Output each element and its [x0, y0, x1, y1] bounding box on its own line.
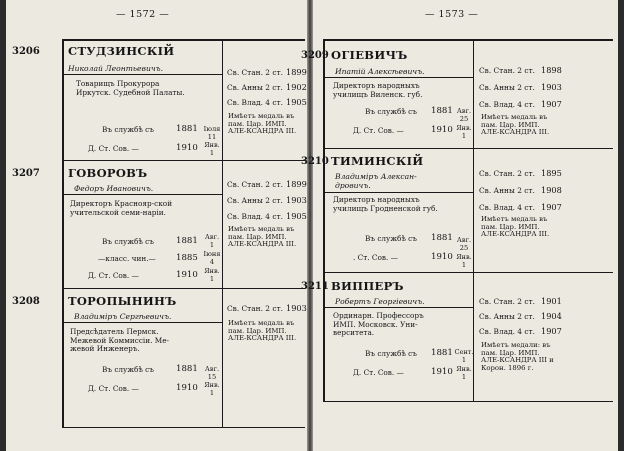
service-year: 1910 — [176, 270, 198, 280]
service-year: 1881 — [431, 106, 453, 116]
order-year: 1907 — [541, 326, 562, 336]
row-rule — [64, 194, 222, 195]
service-year: 1881 — [176, 236, 198, 246]
order-name: Св. Стан. 2 ст. — [479, 297, 535, 306]
order-year: 1901 — [541, 296, 562, 306]
service-date: 25 — [459, 115, 469, 123]
service-year: 1881 — [176, 364, 198, 374]
entry-surname: ВИППЕРЪ — [331, 279, 404, 293]
order-name: Св. Стан. 2 ст. — [479, 169, 535, 178]
table-bottom-rule — [62, 427, 305, 428]
entry-position: Ординарн. Профессоръ ИМП. Московск. Уни-верситета. — [333, 311, 424, 338]
service-date: Авг. — [456, 236, 472, 244]
service-date: Янв. — [456, 253, 472, 261]
medal-note: Имѣетъ медаль въ пам. Цар. ИМП. АЛЕ-КСАНДРА III. — [481, 113, 550, 137]
service-label: Въ службѣ съ — [365, 349, 417, 358]
entry-position: Директоръ Краснояр-ской учительской семи-наріи. — [70, 199, 173, 217]
entry-number: 3208 — [12, 296, 40, 307]
table-left-rule — [323, 39, 325, 401]
entry-given-name: Федоръ Ивановичъ. — [74, 184, 154, 193]
row-rule — [325, 192, 473, 193]
order-year: 1903 — [286, 195, 307, 205]
table-top-rule — [323, 39, 613, 41]
medal-note: Имѣетъ медали: въ пам. Цар. ИМП. АЛЕ-КСАНДРА III и Корон. 1896 г. — [481, 341, 554, 373]
row-rule — [64, 322, 222, 323]
entry-separator — [62, 288, 305, 289]
order-year: 1907 — [541, 99, 562, 109]
entry-position: Предсѣдатель Пермск. Межевой Коммиссіи. Ме-жевой Инженеръ. — [70, 327, 170, 354]
order-name: Св. Влад. 4 ст. — [479, 203, 535, 212]
order-year: 1902 — [286, 82, 307, 92]
entry-number: 3211 — [301, 281, 329, 292]
order-name: Св. Анны 2 ст. — [479, 312, 535, 321]
row-rule — [325, 77, 473, 78]
service-label: Въ службѣ съ — [102, 237, 154, 246]
service-date: Янв. — [456, 124, 472, 132]
order-name: Св. Влад. 4 ст. — [227, 212, 283, 221]
table-bottom-rule — [323, 401, 613, 402]
service-date: Авг. — [456, 107, 472, 115]
order-name: Св. Стан. 2 ст. — [479, 66, 535, 75]
order-name: Св. Анны 2 ст. — [227, 196, 283, 205]
entry-number: 3207 — [12, 168, 40, 179]
service-date: Янв. — [204, 267, 220, 275]
service-label: Д. Ст. Сов. — — [88, 384, 139, 393]
service-year: 1910 — [431, 125, 453, 135]
entry-given-name: Николай Леонтьевичъ. — [68, 64, 164, 73]
order-name: Св. Стан. 2 ст. — [227, 180, 283, 189]
service-year: 1910 — [176, 383, 198, 393]
service-label: Д. Ст. Сов. — — [88, 144, 139, 153]
service-label: Въ службѣ съ — [102, 365, 154, 374]
service-date: Авг. — [204, 233, 220, 241]
entry-number: 3210 — [301, 156, 329, 167]
medal-note: Имѣетъ медаль въ пам. Цар. ИМП. АЛЕ-КСАНДРА III. — [228, 319, 297, 343]
order-year: 1904 — [541, 311, 562, 321]
order-year: 1905 — [286, 97, 307, 107]
order-name: Св. Стан. 2 ст. — [227, 304, 283, 313]
left-page — [6, 0, 311, 451]
service-date: 1 — [461, 373, 467, 381]
service-date: 11 — [207, 133, 217, 141]
order-year: 1907 — [541, 202, 562, 212]
service-date: 25 — [459, 244, 469, 252]
entry-given-name: Робертъ Георгіевичъ. — [335, 297, 425, 306]
order-name: Св. Влад. 4 ст. — [479, 327, 535, 336]
entry-given-name: Владиміръ Алексан-дровичъ. — [335, 172, 417, 190]
service-year: 1910 — [431, 252, 453, 262]
entry-separator — [62, 160, 305, 161]
service-date: Іюля — [203, 125, 221, 133]
service-date: Сент. — [454, 348, 474, 356]
entry-surname: СТУДЗИНСКІЙ — [68, 44, 175, 58]
service-year: 1881 — [431, 233, 453, 243]
order-year: 1895 — [541, 168, 562, 178]
service-label: Д. Ст. Сов. — — [88, 271, 139, 280]
service-year: 1881 — [176, 124, 198, 134]
row-rule — [325, 307, 473, 308]
service-date: Янв. — [456, 365, 472, 373]
order-name: Св. Стан. 2 ст. — [227, 68, 283, 77]
service-date: 1 — [461, 132, 467, 140]
service-date: 1 — [209, 241, 215, 249]
service-label: —класс. чин.— — [98, 254, 156, 263]
order-year: 1903 — [286, 303, 307, 313]
entry-separator — [323, 272, 613, 273]
right-page — [301, 0, 618, 451]
order-name: Св. Анны 2 ст. — [479, 186, 535, 195]
service-date: 1 — [209, 149, 215, 157]
service-year: 1910 — [176, 143, 198, 153]
entry-given-name: Владиміръ Сергѣевичъ. — [74, 312, 172, 321]
entry-surname: ОГІЕВИЧЪ — [331, 48, 408, 62]
service-year: 1910 — [431, 367, 453, 377]
service-date: Янв. — [204, 141, 220, 149]
entry-position: Директоръ народныхъ училищъ Гродненской губ. — [333, 195, 438, 213]
service-date: 15 — [207, 373, 217, 381]
service-date: Авг. — [204, 365, 220, 373]
row-rule — [64, 74, 222, 75]
entry-surname: ТИМИНСКІЙ — [331, 154, 424, 168]
entry-surname: ГОВОРОВЪ — [68, 166, 148, 180]
order-name: Св. Влад. 4 ст. — [479, 100, 535, 109]
column-divider — [473, 39, 474, 401]
entry-position: Товарищъ Прокурора Иркутск. Судебной Палаты. — [76, 79, 185, 97]
service-date: 1 — [209, 275, 215, 283]
order-year: 1899 — [286, 67, 307, 77]
service-label: Д. Ст. Сов. — — [353, 368, 404, 377]
service-date: 1 — [461, 261, 467, 269]
medal-note: Имѣетъ медаль въ пам. Цар. ИМП. АЛЕ-КСАНДРА III. — [228, 225, 297, 249]
service-date: 1 — [209, 389, 215, 397]
order-year: 1905 — [286, 211, 307, 221]
order-year: 1908 — [541, 185, 562, 195]
service-date: Іюня — [203, 250, 221, 258]
service-label: Въ службѣ съ — [365, 107, 417, 116]
entry-surname: ТОРОПЫНИНЪ — [68, 294, 177, 308]
service-year: 1885 — [176, 253, 198, 263]
entry-position: Директоръ народныхъ училищъ Виленск. губ. — [333, 81, 423, 99]
entry-separator — [323, 148, 613, 149]
service-label: Въ службѣ съ — [102, 125, 154, 134]
service-label: . Ст. Сов. — — [353, 253, 398, 262]
table-top-rule — [62, 39, 305, 41]
service-date: 4 — [209, 258, 215, 266]
entry-number: 3209 — [301, 50, 329, 61]
entry-number: 3206 — [12, 46, 40, 57]
left-page-number: — 1572 — — [116, 9, 170, 20]
medal-note: Имѣетъ медаль въ пам. Цар. ИМП. АЛЕ-КСАНДРА III. — [481, 215, 550, 239]
order-year: 1899 — [286, 179, 307, 189]
service-year: 1881 — [431, 348, 453, 358]
service-label: Въ службѣ съ — [365, 234, 417, 243]
right-page-number: — 1573 — — [425, 9, 479, 20]
medal-note: Имѣетъ медаль въ пам. Цар. ИМП. АЛЕ-КСАНДРА III. — [228, 112, 297, 136]
table-left-rule — [62, 39, 64, 427]
order-name: Св. Анны 2 ст. — [227, 83, 283, 92]
order-name: Св. Анны 2 ст. — [479, 83, 535, 92]
entry-given-name: Ипатій Алексѣевичъ. — [335, 67, 425, 76]
order-year: 1898 — [541, 65, 562, 75]
column-divider — [222, 39, 223, 427]
order-name: Св. Влад. 4 ст. — [227, 98, 283, 107]
service-date: 1 — [461, 356, 467, 364]
service-label: Д. Ст. Сов. — — [353, 126, 404, 135]
order-year: 1903 — [541, 82, 562, 92]
service-date: Янв. — [204, 381, 220, 389]
